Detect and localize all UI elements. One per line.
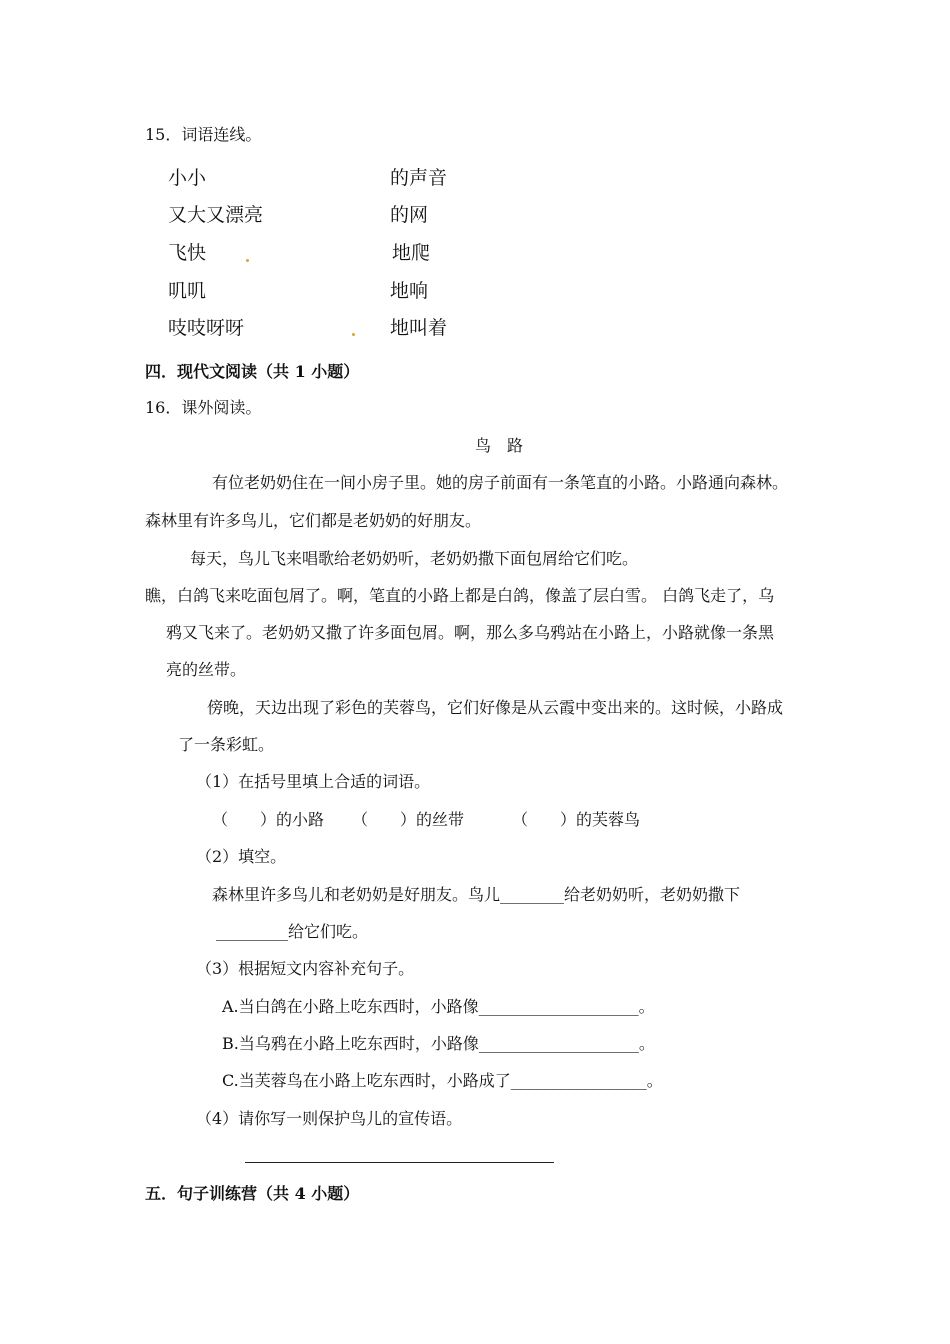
passage-line: 鸦又飞来了。老奶奶又撒了许多面包屑。啊，那么多乌鸦站在小路上，小路就像一条黑: [166, 623, 775, 642]
sub-question-2: （2）填空。: [196, 847, 287, 866]
q15-right-item: 地爬: [392, 242, 431, 264]
passage-line: 瞧，白鸽飞来吃面包屑了。啊，笔直的小路上都是白鸽，像盖了层白雪。 白鸽飞走了，乌: [145, 586, 775, 605]
passage-line: 森林里有许多鸟儿，它们都是老奶奶的好朋友。: [145, 511, 482, 530]
sentence-completion: C.当芙蓉鸟在小路上吃东西时，小路成了_________________。: [222, 1071, 663, 1090]
q15-left-item: 小小: [168, 167, 207, 189]
blank-bracket: （ ）的丝带: [352, 810, 465, 829]
q15-title: 15．词语连线。: [145, 125, 262, 144]
passage-line: 每天，鸟儿飞来唱歌给老奶奶听，老奶奶撒下面包屑给它们吃。: [190, 549, 639, 568]
passage-line: 有位老奶奶住在一间小房子里。她的房子前面有一条笔直的小路。小路通向森林。: [212, 473, 789, 492]
passage-line: 亮的丝带。: [166, 660, 247, 679]
answer-line: [245, 1162, 554, 1163]
q16-title: 16．课外阅读。: [145, 398, 262, 417]
q15-right-item: 的声音: [390, 167, 448, 189]
blank-bracket: （ ）的小路: [212, 810, 325, 829]
sub-question-1: （1）在括号里填上合适的词语。: [196, 772, 431, 791]
decorative-dot: [246, 259, 249, 262]
blank-bracket: （ ）的芙蓉鸟: [512, 810, 641, 829]
passage-title: 鸟 路: [475, 436, 524, 455]
sub-question-3: （3）根据短文内容补充句子。: [196, 959, 415, 978]
q15-left-item: 飞快: [168, 242, 207, 264]
q15-right-item: 的网: [390, 204, 429, 226]
section4-heading: 四．现代文阅读（共 1 小题）: [145, 362, 360, 381]
fill-in-line: _________给它们吃。: [216, 922, 369, 941]
passage-line: 傍晚，天边出现了彩色的芙蓉鸟，它们好像是从云霞中变出来的。这时候，小路成: [207, 698, 784, 717]
section5-heading: 五．句子训练营（共 4 小题）: [145, 1184, 360, 1203]
fill-in-line: 森林里许多鸟儿和老奶奶是好朋友。鸟儿________给老奶奶听，老奶奶撒下: [212, 885, 741, 904]
q15-left-item: 吱吱呀呀: [168, 317, 245, 339]
sub-question-4: （4）请你写一则保护鸟儿的宣传语。: [196, 1109, 463, 1128]
sentence-completion: A.当白鸽在小路上吃东西时，小路像____________________。: [222, 997, 655, 1016]
q15-left-item: 又大又漂亮: [168, 204, 264, 226]
decorative-dot: [352, 333, 355, 336]
sentence-completion: B.当乌鸦在小路上吃东西时，小路像____________________。: [222, 1034, 655, 1053]
q15-left-item: 叽叽: [168, 280, 207, 302]
passage-line: 了一条彩虹。: [178, 735, 275, 754]
q15-right-item: 地响: [390, 280, 429, 302]
q15-right-item: 地叫着: [390, 317, 448, 339]
